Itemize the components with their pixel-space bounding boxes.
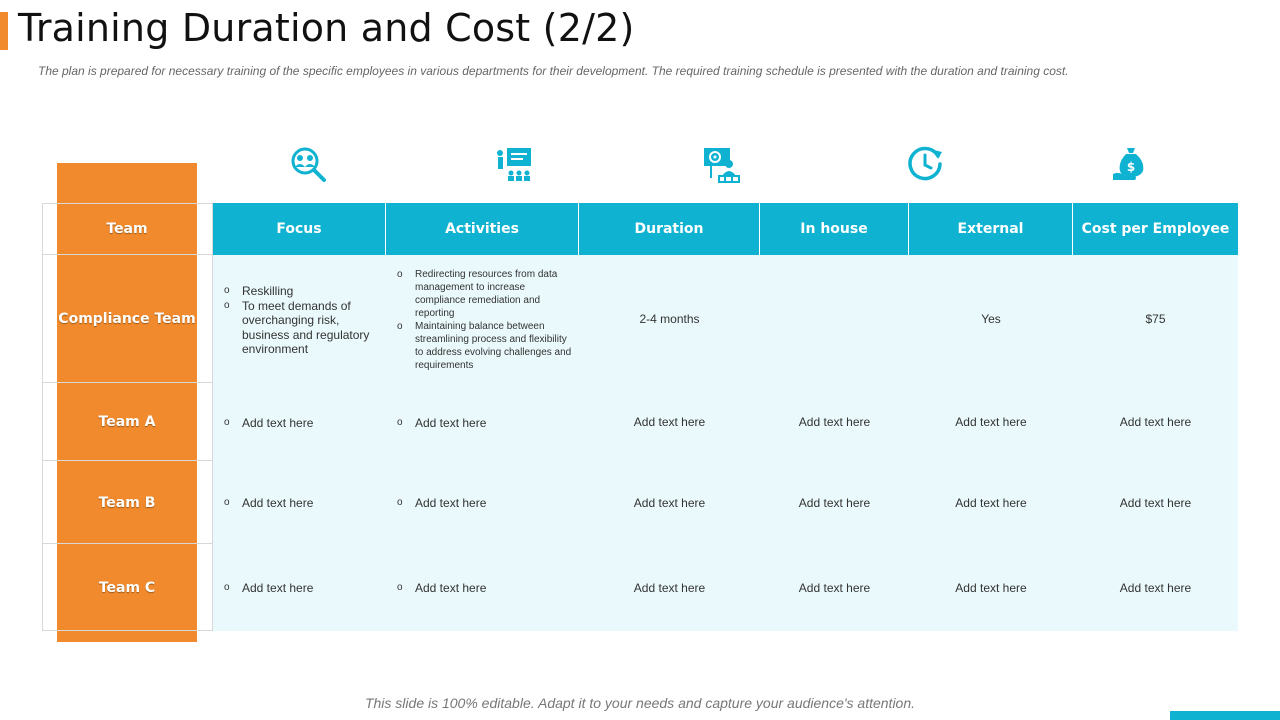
- team-header: Team: [106, 221, 148, 237]
- list-item: o Add text here: [397, 581, 575, 596]
- table-cell-inhouse: [760, 255, 909, 383]
- money-bag-hand-icon: [1110, 144, 1150, 184]
- list-item: o Redirecting resources from data management to increase compliance remediation and reporting: [397, 268, 575, 320]
- table-cell-inhouse: Add text here: [798, 415, 871, 429]
- table-cell-external: Add text here: [955, 495, 1027, 510]
- table-cell-external: Add text here: [955, 580, 1027, 595]
- list-item: o Maintaining balance between streamlining process and flexibility to address evolving challenges and requirements: [397, 320, 575, 372]
- header-focus: Focus: [213, 203, 386, 255]
- table-cell-activities: [397, 268, 575, 372]
- table-cell-focus: [224, 416, 384, 431]
- team-cell-a: Team A: [98, 414, 156, 430]
- table-cell-duration: Add text here: [633, 495, 706, 510]
- table-cell-duration: Add text here: [633, 415, 706, 429]
- table-cell-focus: [224, 496, 384, 511]
- team-cell-compliance: Compliance Team: [58, 311, 196, 327]
- header-cost: Cost per Employee: [1081, 221, 1230, 237]
- header-activities: Activities: [386, 203, 579, 255]
- list-item: o Add text here: [224, 416, 384, 431]
- training-screen-icon: [701, 144, 741, 184]
- search-people-icon: [288, 144, 328, 184]
- list-item: o Add text here: [224, 496, 384, 511]
- list-item: o Add text here: [397, 416, 575, 431]
- table-cell-inhouse: Add text here: [798, 495, 871, 510]
- team-cell-b: Team B: [98, 494, 156, 511]
- table-cell-cost: $75: [1145, 312, 1166, 326]
- list-item: o Add text here: [224, 581, 384, 596]
- footer-note: This slide is 100% editable. Adapt it to your needs and capture your audience's attention.: [364, 695, 916, 711]
- list-item: o Reskilling: [224, 284, 384, 299]
- table-cell-activities: [397, 581, 575, 596]
- clock-icon: [905, 144, 945, 184]
- header-inhouse: In house: [760, 203, 909, 255]
- table-cell-external: Yes: [981, 312, 1001, 326]
- page-title: Training Duration and Cost (2/2): [18, 6, 635, 50]
- table-cell-focus: [224, 581, 384, 596]
- table-cell-external: Add text here: [955, 415, 1027, 429]
- table-cell-cost: Add text here: [1119, 580, 1192, 595]
- table-cell-duration: Add text here: [633, 580, 706, 595]
- page-subtitle: The plan is prepared for necessary training of the specific employees in various departments for their development. The required training schedule is presented with the duration and training cost.: [38, 64, 1069, 78]
- team-cell-c: Team C: [98, 579, 156, 596]
- table-cell-activities: [397, 416, 575, 431]
- table-cell-duration: 2-4 months: [639, 312, 700, 326]
- table-cell-activities: [397, 496, 575, 511]
- footer-accent-bar: [1170, 711, 1280, 720]
- table-cell-focus: [224, 284, 384, 357]
- header-duration: Duration: [579, 203, 760, 255]
- list-item: o To meet demands of overchanging risk, business and regulatory environment: [224, 299, 384, 357]
- table-cell-cost: Add text here: [1119, 415, 1192, 429]
- table-cell-cost: Add text here: [1119, 495, 1192, 510]
- title-accent-bar: [0, 12, 8, 50]
- list-item: o Add text here: [397, 496, 575, 511]
- table-cell-inhouse: Add text here: [798, 580, 871, 595]
- presentation-icon: [494, 144, 534, 184]
- svg-text:$: $: [1126, 160, 1136, 174]
- header-external: External: [909, 203, 1073, 255]
